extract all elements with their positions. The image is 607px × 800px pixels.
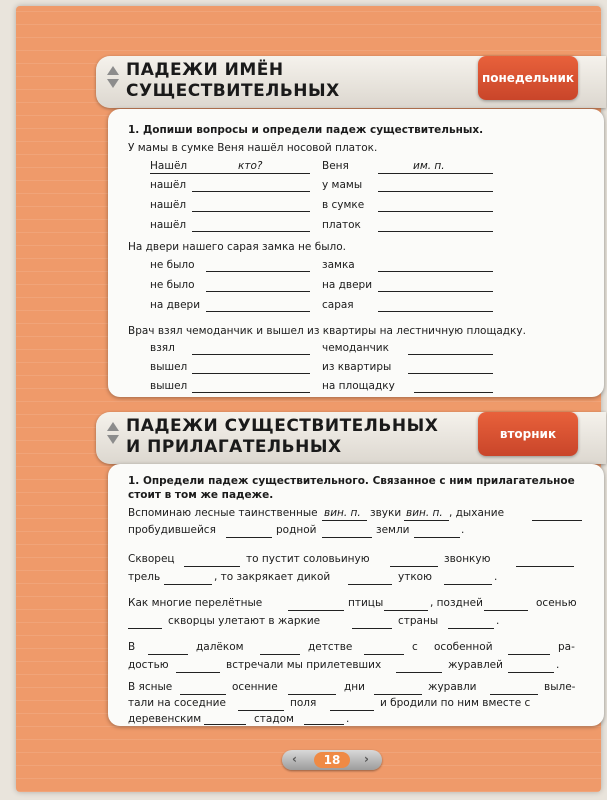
text: детстве [308, 641, 353, 653]
text: осенние [232, 681, 278, 693]
row-word: вышел [150, 361, 188, 373]
next-page-icon[interactable]: › [364, 752, 369, 766]
text: уткою [398, 571, 432, 583]
lesson2-card [108, 464, 604, 726]
answer-blank[interactable] [288, 694, 336, 695]
sample-noun: Веня [322, 160, 349, 172]
row-noun: из квартиры [322, 361, 392, 373]
page-navigation [282, 750, 382, 770]
answer-blank[interactable] [484, 610, 528, 611]
lesson2-task-line2: стоит в том же падеже. [128, 489, 274, 501]
answer-blank[interactable] [206, 291, 310, 292]
text: . [461, 524, 465, 536]
answer-blank[interactable] [414, 537, 460, 538]
previous-page-icon[interactable]: ‹ [292, 752, 297, 766]
case-answer: вин. п. [324, 507, 361, 519]
answer-blank[interactable] [348, 584, 392, 585]
text: выле- [544, 681, 576, 693]
case-underline [404, 520, 449, 521]
lesson1-task: 1. Допиши вопросы и определи падеж существительных. [128, 124, 484, 136]
text: и бродили по ним вместе с [380, 697, 531, 709]
lesson2-header [96, 412, 606, 464]
answer-blank[interactable] [330, 710, 374, 711]
answer-blank[interactable] [192, 231, 310, 232]
answer-blank[interactable] [322, 537, 372, 538]
answer-blank[interactable] [352, 628, 392, 629]
answer-blank[interactable] [304, 724, 344, 725]
text: то пустит соловьиную [246, 553, 370, 565]
row-word: на двери [150, 299, 201, 311]
lesson1-sentence1: У мамы в сумке Веня нашёл носовой платок. [128, 142, 378, 154]
answer-blank[interactable] [180, 694, 226, 695]
text: журавли [428, 681, 477, 693]
sample-question: кто? [238, 160, 263, 172]
text: страны [398, 615, 439, 627]
case-blank[interactable] [378, 211, 493, 212]
answer-blank[interactable] [532, 520, 582, 521]
row-noun: сарая [322, 299, 354, 311]
answer-blank[interactable] [206, 311, 310, 312]
case-answer: вин. п. [406, 507, 443, 519]
lesson2-title-line1: ПАДЕЖИ СУЩЕСТВИТЕЛЬНЫХ [126, 416, 439, 436]
answer-blank[interactable] [364, 654, 404, 655]
text: . [346, 713, 350, 725]
row-noun: на двери [322, 279, 373, 291]
answer-blank[interactable] [226, 537, 272, 538]
lesson2-title [126, 416, 486, 458]
text: птицы [348, 597, 384, 609]
text: скворцы улетают в жаркие [168, 615, 321, 627]
text: осенью [536, 597, 577, 609]
answer-blank[interactable] [260, 654, 300, 655]
lesson2-title-line2: И ПРИЛАГАТЕЛЬНЫХ [126, 437, 342, 457]
answer-blank[interactable] [508, 654, 550, 655]
answer-blank[interactable] [396, 672, 442, 673]
answer-blank[interactable] [516, 566, 574, 567]
text: поля [290, 697, 317, 709]
answer-blank[interactable] [192, 392, 310, 393]
answer-blank[interactable] [288, 610, 344, 611]
row-noun: у мамы [322, 179, 363, 191]
up-down-arrows-icon [106, 66, 120, 98]
row-word: взял [150, 342, 175, 354]
text: , поздней [430, 597, 483, 609]
answer-blank[interactable] [508, 672, 554, 673]
row-noun: платок [322, 219, 361, 231]
case-blank[interactable] [378, 231, 493, 232]
case-blank[interactable] [378, 291, 493, 292]
row-noun: на площадку [322, 380, 395, 392]
answer-blank[interactable] [184, 566, 240, 567]
text: Скворец [128, 553, 175, 565]
answer-blank[interactable] [390, 566, 438, 567]
lesson1-title [126, 60, 466, 102]
text: далёком [196, 641, 244, 653]
text: Вспоминаю лесные таинственные [128, 507, 318, 519]
text: ра- [558, 641, 575, 653]
text: В ясные [128, 681, 173, 693]
answer-blank[interactable] [384, 610, 428, 611]
text: родной [276, 524, 317, 536]
lesson1-sentence2: На двери нашего сарая замка не было. [128, 241, 346, 253]
case-blank[interactable] [414, 392, 493, 393]
text: стадом [254, 713, 294, 725]
text: . [556, 659, 560, 671]
case-underline [322, 520, 367, 521]
row-word: вышел [150, 380, 188, 392]
text: встречали мы прилетевших [226, 659, 382, 671]
text: . [496, 615, 500, 627]
row-word: нашёл [150, 179, 187, 191]
row-word: не было [150, 259, 195, 271]
workbook-page [16, 6, 601, 792]
text: достью [128, 659, 169, 671]
up-down-arrows-icon [106, 422, 120, 454]
case-blank[interactable] [408, 373, 493, 374]
text: особенной [434, 641, 493, 653]
answer-blank[interactable] [148, 654, 188, 655]
answer-blank[interactable] [204, 724, 246, 725]
answer-blank[interactable] [374, 694, 422, 695]
lesson1-card [108, 109, 604, 397]
lesson1-header [96, 56, 606, 108]
row-word: не было [150, 279, 195, 291]
sample-case: им. п. [413, 160, 445, 172]
text: пробудившейся [128, 524, 216, 536]
text: звуки [370, 507, 402, 519]
text: , дыхание [449, 507, 505, 519]
lesson1-sentence3: Врач взял чемоданчик и вышел из квартиры на лестничную площадку. [128, 325, 526, 337]
text: дни [344, 681, 365, 693]
text: звонкую [444, 553, 491, 565]
sample-case-underline [378, 173, 493, 174]
answer-blank[interactable] [192, 191, 310, 192]
answer-blank[interactable] [176, 672, 220, 673]
lesson1-day-tab: понедельник [478, 56, 578, 100]
case-blank[interactable] [378, 311, 493, 312]
answer-blank[interactable] [192, 354, 310, 355]
answer-blank[interactable] [444, 584, 492, 585]
text: деревенским [128, 713, 202, 725]
text: Как многие перелётные [128, 597, 263, 609]
answer-blank[interactable] [192, 373, 310, 374]
text: В [128, 641, 136, 653]
answer-blank[interactable] [206, 271, 310, 272]
answer-blank[interactable] [192, 211, 310, 212]
page-number: 18 [314, 752, 350, 768]
answer-blank[interactable] [448, 628, 494, 629]
lesson1-title-line2: СУЩЕСТВИТЕЛЬНЫХ [126, 81, 340, 101]
text: с [412, 641, 418, 653]
row-noun: замка [322, 259, 355, 271]
answer-blank[interactable] [128, 628, 162, 629]
sample-underline [150, 173, 310, 174]
lesson1-title-line1: ПАДЕЖИ ИМЁН [126, 60, 284, 80]
row-noun: чемоданчик [322, 342, 389, 354]
case-blank[interactable] [408, 354, 493, 355]
text: земли [376, 524, 410, 536]
row-word: нашёл [150, 199, 187, 211]
lesson2-task-line1: 1. Определи падеж существительного. Связанное с ним прилагательное [128, 475, 575, 487]
text: журавлей [448, 659, 503, 671]
text: тали на соседние [128, 697, 226, 709]
answer-blank[interactable] [164, 584, 212, 585]
answer-blank[interactable] [238, 710, 284, 711]
case-blank[interactable] [378, 191, 493, 192]
sample-verb: Нашёл [150, 160, 188, 172]
text: , то закрякает дикой [214, 571, 331, 583]
row-word: нашёл [150, 219, 187, 231]
row-noun: в сумке [322, 199, 365, 211]
text: . [494, 571, 498, 583]
lesson2-day-tab: вторник [478, 412, 578, 456]
text: трель [128, 571, 161, 583]
case-blank[interactable] [378, 271, 493, 272]
answer-blank[interactable] [490, 694, 538, 695]
